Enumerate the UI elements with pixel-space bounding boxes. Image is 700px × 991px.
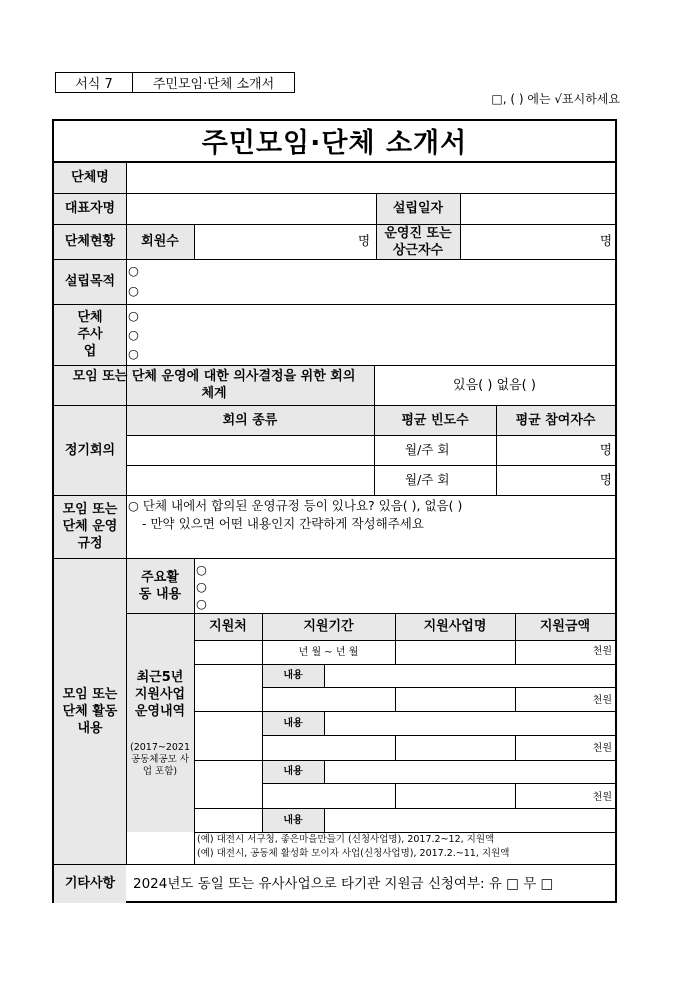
- label-support-project: 지원사업명: [423, 619, 487, 634]
- check-note: □, ( ) 에는 √표시하세요: [491, 92, 620, 106]
- support-note: (2017~2021 공동체공모 사업 포함): [129, 742, 191, 777]
- meeting-attend-unit-2: 명: [599, 472, 612, 487]
- support-content-label-3: 내용: [283, 766, 303, 777]
- h-rule: [262, 687, 617, 688]
- activity-bullet-2: ○: [196, 579, 207, 594]
- v-rule: [460, 193, 461, 259]
- purpose-bullet-1: ○: [128, 263, 139, 278]
- label-meeting-type: 회의 종류: [222, 412, 278, 428]
- v-rule: [395, 735, 396, 760]
- label-purpose: 설립목적: [64, 274, 116, 289]
- label-decision-body: 모임 또는 단체 운영에 대한 의사결정을 위한 회의 체계: [72, 369, 356, 401]
- v-rule: [324, 664, 325, 687]
- label-main-business: 단체 주사업: [77, 310, 103, 359]
- h-rule: [52, 161, 617, 163]
- support-amount-unit-1: 천원: [592, 646, 612, 657]
- h-rule: [194, 664, 617, 665]
- label-avg-frequency: 평균 빈도수: [401, 412, 469, 428]
- support-example-1: (예) 대전시 서구청, 좋은마을만들기 (신청사업명), 2017.2~12, 지원액: [197, 834, 495, 845]
- decision-yes-no[interactable]: 있음( ) 없음( ): [453, 377, 536, 393]
- activity-bullet-1: ○: [196, 562, 207, 577]
- form-number: 서식 7: [56, 73, 133, 92]
- label-rules: 모임 또는 단체 운영규정: [62, 502, 118, 551]
- h-rule: [194, 760, 617, 761]
- form-name: 주민모임·단체 소개서: [152, 77, 275, 92]
- v-rule: [395, 783, 396, 808]
- v-rule: [194, 224, 195, 259]
- support-amount-unit-2: 천원: [592, 695, 612, 706]
- label-support-period: 지원기간: [303, 619, 354, 634]
- rules-hint: - 만약 있으면 어떤 내용인지 간략하게 작성해주세요: [142, 516, 424, 531]
- v-rule: [515, 783, 516, 808]
- label-status: 단체현황: [64, 234, 116, 249]
- label-support-org: 지원처: [209, 619, 247, 634]
- business-bullet-1: ○: [128, 308, 139, 323]
- business-bullet-3: ○: [128, 346, 139, 361]
- form-header: [55, 72, 295, 93]
- staff-unit: 명: [600, 233, 613, 248]
- h-rule: [262, 735, 617, 736]
- activity-bullet-3: ○: [196, 596, 207, 611]
- label-group-name: 단체명: [71, 169, 109, 185]
- label-founded-date: 설립일자: [392, 201, 444, 216]
- v-rule: [324, 711, 325, 735]
- support-amount-unit-3: 천원: [592, 743, 612, 754]
- purpose-bullet-2: ○: [128, 283, 139, 298]
- h-rule: [52, 193, 617, 194]
- label-avg-attendance: 평균 참여자수: [515, 412, 596, 428]
- rules-question: ○ 단체 내에서 합의된 운영규정 등이 있나요? 있음( ), 없음( ): [128, 498, 463, 513]
- v-rule: [324, 760, 325, 783]
- support-example-2: (예) 대전시, 공동체 활성화 모이자 사업(신청사업명), 2017.2.~11, 지원액: [197, 848, 510, 859]
- support-content-label-2: 내용: [283, 717, 303, 729]
- h-rule: [126, 465, 617, 466]
- label-activities: 모임 또는 단체 활동내용: [62, 686, 118, 736]
- h-rule: [52, 259, 617, 260]
- members-unit: 명: [358, 233, 371, 248]
- h-rule: [194, 832, 617, 833]
- label-support-amount: 지원금액: [539, 619, 591, 634]
- h-rule: [194, 711, 617, 712]
- label-etc: 기타사항: [64, 876, 116, 891]
- label-members: 회원수: [141, 234, 179, 249]
- document-title: 주민모임·단체 소개서: [201, 127, 468, 159]
- h-rule: [262, 783, 617, 784]
- label-representative: 대표자명: [64, 201, 116, 216]
- support-period-1: 년 월 ~ 년 월: [298, 646, 359, 658]
- meeting-freq-1: 월/주 회: [405, 442, 450, 457]
- v-rule: [194, 558, 195, 864]
- v-rule: [515, 687, 516, 711]
- meeting-freq-2: 월/주 회: [405, 472, 450, 487]
- meeting-attend-unit-1: 명: [599, 442, 612, 457]
- label-staff: 운영진 또는 상근자수: [384, 225, 452, 258]
- v-rule: [324, 808, 325, 832]
- h-rule: [194, 808, 617, 809]
- h-rule: [52, 304, 617, 305]
- support-amount-unit-4: 천원: [592, 792, 612, 803]
- label-main-activity: 주요활동 내용: [138, 569, 182, 602]
- label-regular-meeting: 정기회의: [64, 442, 116, 458]
- business-bullet-2: ○: [128, 327, 139, 342]
- h-rule: [194, 640, 617, 641]
- h-rule: [126, 435, 617, 436]
- label-support-history: 최근5년 지원사업 운영내역: [134, 669, 186, 719]
- v-rule: [395, 687, 396, 711]
- h-rule: [52, 864, 617, 865]
- h-rule: [52, 495, 617, 496]
- support-content-label-1: 내용: [283, 670, 303, 681]
- v-rule: [515, 735, 516, 760]
- etc-text: 2024년도 동일 또는 유사사업으로 타기관 지원금 신청여부: 유 □ 무 □: [133, 876, 554, 892]
- support-content-label-4: 내용: [283, 814, 303, 826]
